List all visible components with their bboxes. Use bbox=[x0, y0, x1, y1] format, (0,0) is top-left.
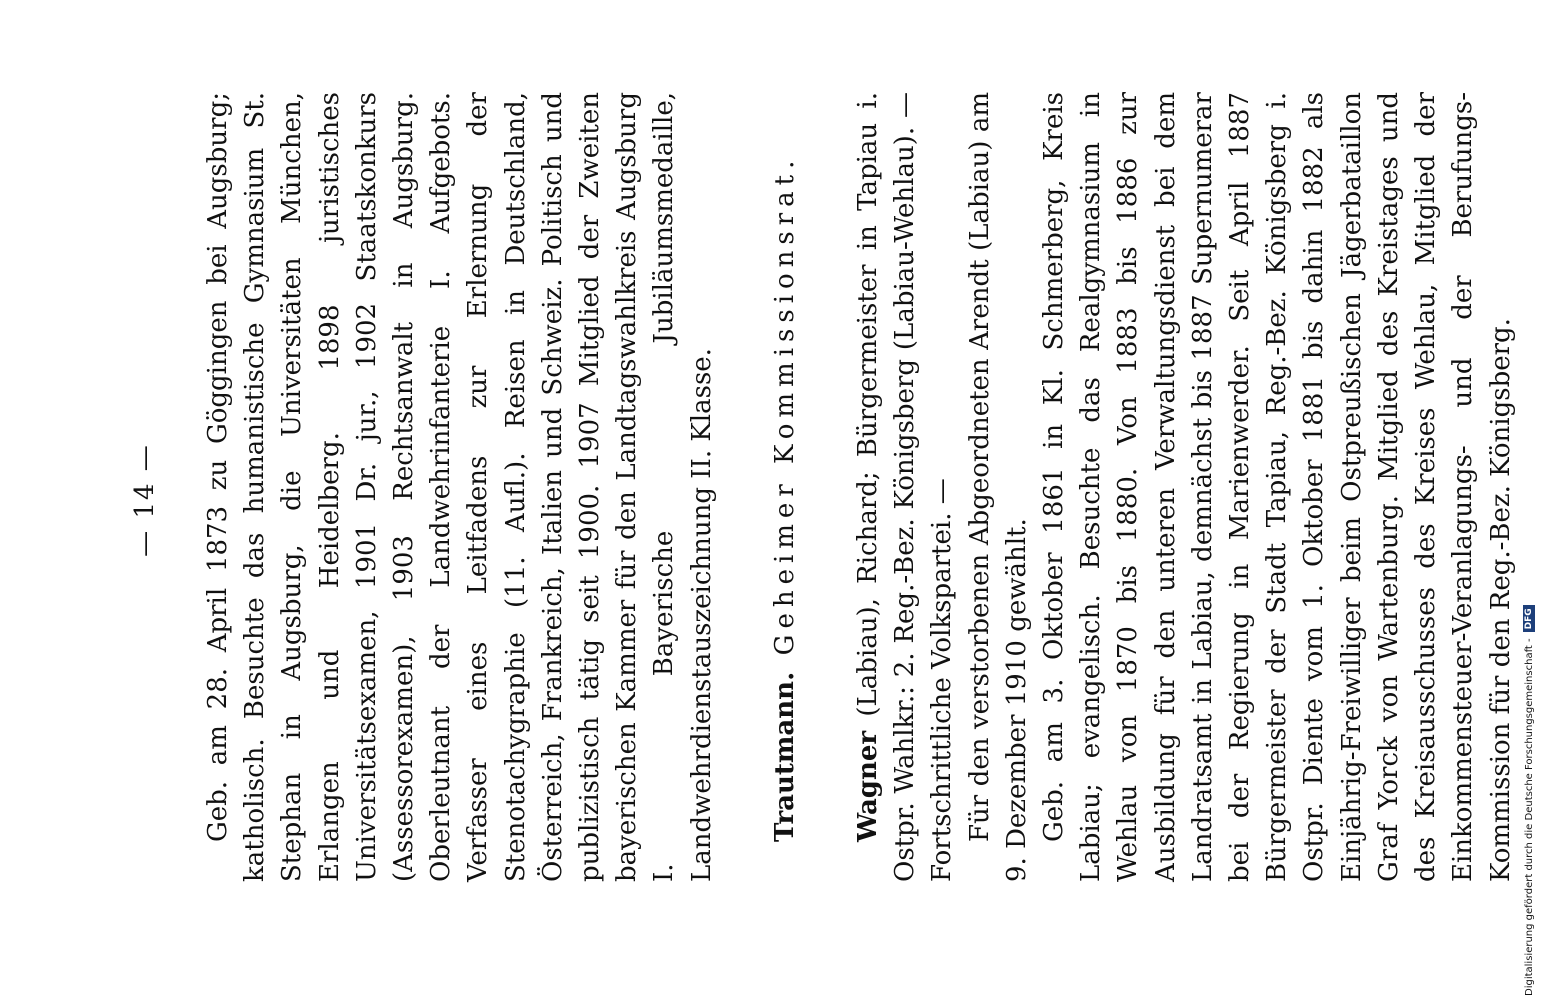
entry-spacer bbox=[721, 92, 767, 882]
entry-3-heading bbox=[850, 92, 962, 882]
entry-2-name: Trautmann. bbox=[769, 671, 800, 842]
dfg-logo: DFG bbox=[1523, 605, 1535, 632]
entry-2-heading bbox=[767, 92, 804, 882]
entry-2-title: Geheimer Kommissionsrat. bbox=[769, 154, 800, 656]
entry-1-biography: Geb. am 28. April 1873 zu Göggingen bei Augsburg; katholisch. Besuchte das humanistische Gymnasium St. Stephan in Augsburg, die Universitäten München, Erlangen und Heidelberg. 1898 juristisches Universitätsexamen, 1901 Dr. jur., 1902 Staatskonkurs (Assessorexamen), 1903 Rechtsanwalt in Augsburg. Oberleutnant der Landwehrinfanterie I. Aufgebots. Verfasser eines Leitfadens zur Erlernung der Stenotachygraphie (11. Aufl.). Reisen in Deutschland, Österreich, Frankreich, Italien und Schweiz. Politisch und publizistisch tätig seit 1900. 1907 Mitglied der Zweiten bayerischen Kammer für den Landtagswahlkreis Augsburg I. Bayerische Jubiläumsmedaille, Landwehrdienstauszeichnung II. Klasse. bbox=[203, 92, 717, 882]
digitization-note bbox=[1516, 8, 1542, 996]
text-block bbox=[200, 92, 1520, 882]
entry-spacer bbox=[804, 92, 850, 882]
digitization-note-text: Digitalisierung gefördert durch die Deutsche Forschungsgemeinschaft - bbox=[1523, 638, 1535, 996]
entry-3-succession: Für den verstorbenen Abgeordneten Arendt (Labiau) am 9. Dezember 1910 gewählt. bbox=[964, 92, 1032, 882]
entry-3-name: Wagner bbox=[853, 730, 884, 842]
digitization-sidebar bbox=[1516, 8, 1542, 996]
entry-3-intro: (Labiau), Richard; Bürgermeister in Tapiau i. Ostpr. Wahlkr.: 2. Reg.-Bez. Königsberg (Labiau-Wehlau). — Fortschrittliche Volkspartei. — bbox=[853, 92, 958, 882]
entry-3-biography: Geb. am 3. Oktober 1861 in Kl. Schmerberg, Kreis Labiau; evangelisch. Besuchte das Realgymnasium in Wehlau von 1870 bis 1880. Von 1883 bis 1886 zur Ausbildung für den unteren Verwaltungsdienst bei dem Landratsamt in Labiau, demnächst bis 1887 Supernumerar bei der Regierung in Marienwerder. Seit April 1887 Bürgermeister der Stadt Tapiau, Reg.-Bez. Königsberg i. Ostpr. Diente vom 1. Oktober 1881 bis dahin 1882 als Einjährig-Freiwilliger beim Ostpreußischen Jägerbataillon Graf Yorck von Wartenburg. Mitglied des Kreistages und des Kreisausschusses des Kreises Wehlau, Mitglied der Einkommensteuer-Veranlagungs- und der Berufungs-Kommission für den Reg.-Bez. Königsberg. bbox=[1039, 92, 1516, 882]
page-number: — 14 — bbox=[130, 443, 160, 557]
